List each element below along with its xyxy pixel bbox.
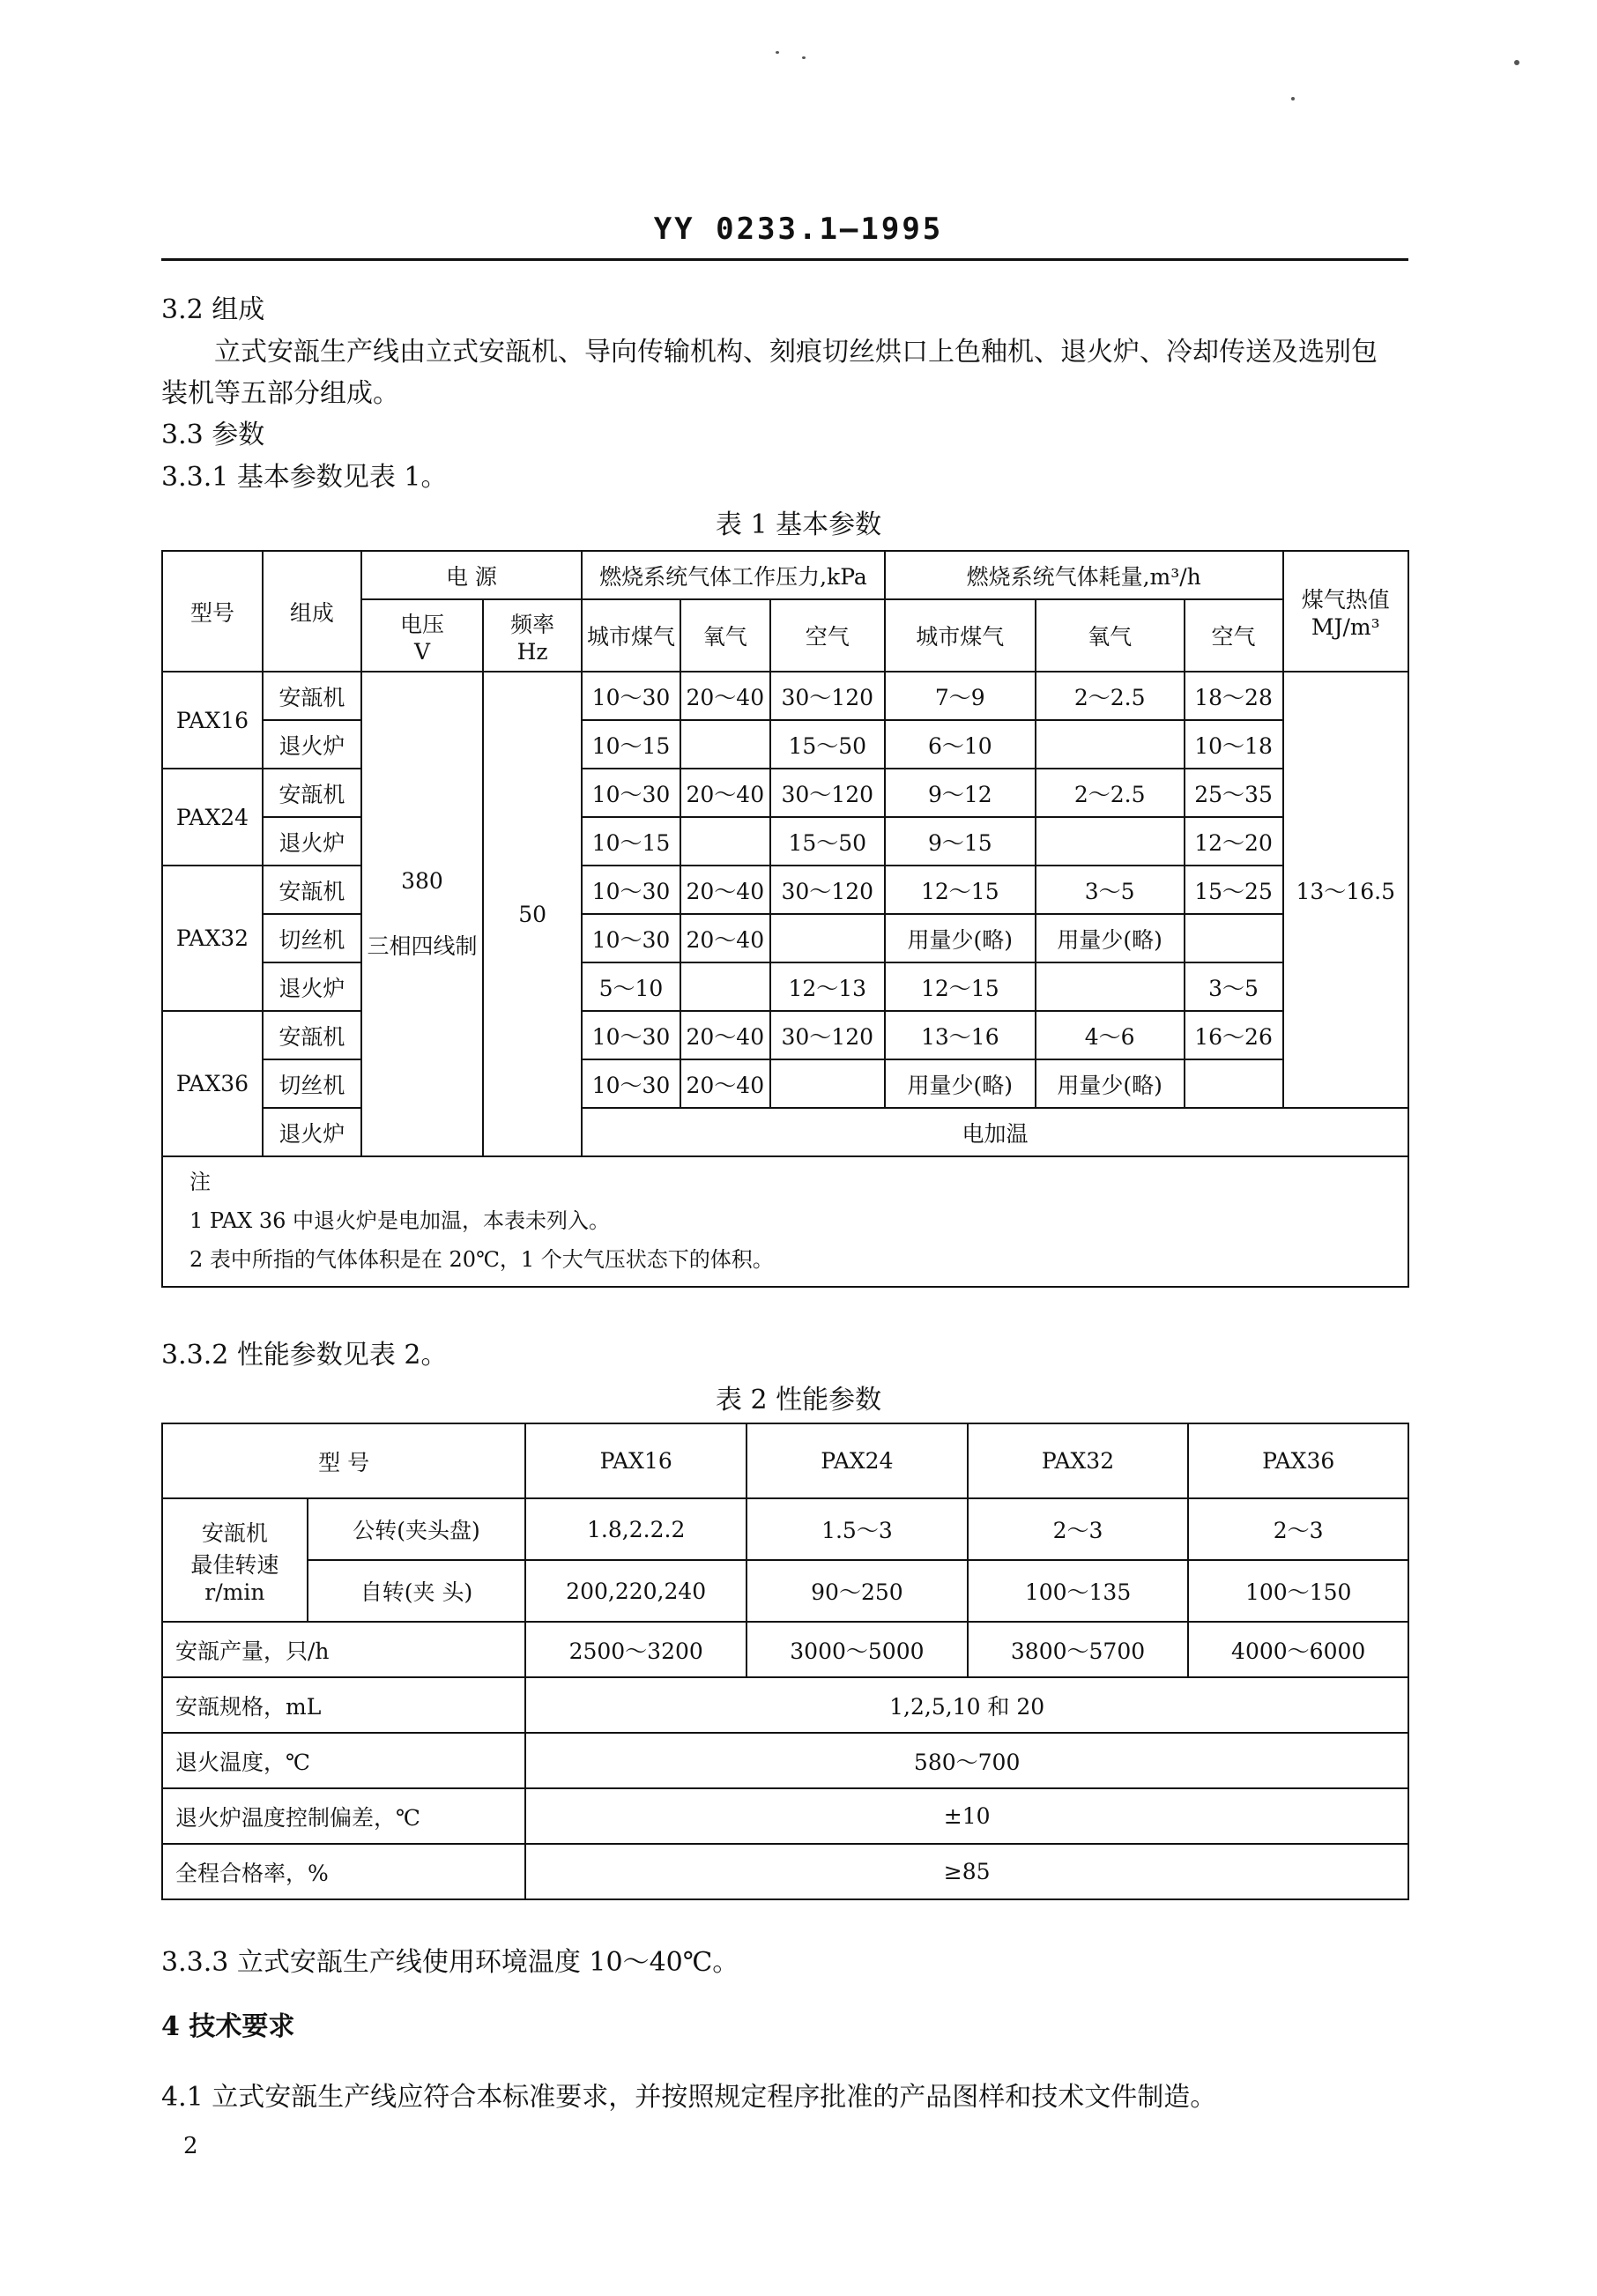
component-cell: 退火炉: [263, 962, 361, 1011]
component-cell: 退火炉: [263, 1108, 361, 1156]
cell: 20～40: [680, 1011, 770, 1059]
cell: 2～2.5: [1036, 769, 1185, 817]
component-cell: 切丝机: [263, 914, 361, 962]
cell: 90～250: [747, 1560, 968, 1622]
th-model-value: PAX16: [525, 1423, 747, 1498]
cell: 12～15: [885, 962, 1036, 1011]
section-4-1: 4.1 立式安瓿生产线应符合本标准要求，并按照规定程序批准的产品图样和技术文件制造。: [161, 2082, 1217, 2113]
cell: 12～15: [885, 866, 1036, 914]
th-model-value: PAX24: [747, 1423, 968, 1498]
cell: 20～40: [680, 1059, 770, 1108]
cell: 15～25: [1185, 866, 1283, 914]
cell: 7～9: [885, 672, 1036, 720]
cell: 20～40: [680, 914, 770, 962]
rotation-label: 自转(夹 头): [308, 1560, 526, 1622]
cell: 20～40: [680, 769, 770, 817]
th-voltage: [361, 599, 483, 672]
section-3-3-title: 3.3 参数: [161, 420, 265, 450]
cell: 4～6: [1036, 1011, 1185, 1059]
th-consumption-oxygen: 氧气: [1036, 599, 1185, 672]
cell: [680, 962, 770, 1011]
speed-label-2: 最佳转速: [190, 1551, 279, 1578]
th-model: 型 号: [162, 1423, 525, 1498]
cell: [680, 817, 770, 866]
standard-code-header: YY 0233.1—1995: [653, 212, 944, 247]
cell: 3800～5700: [968, 1622, 1189, 1677]
anneal-value: 580～700: [525, 1733, 1408, 1788]
th-model: 型号: [162, 551, 263, 672]
header-rule: [161, 258, 1408, 261]
th-component: 组成: [263, 551, 361, 672]
cell: 2～2.5: [1036, 672, 1185, 720]
cell: 用量少(略): [885, 1059, 1036, 1108]
voltage-wiring: 三相四线制: [367, 933, 478, 959]
model-cell: PAX36: [162, 1011, 263, 1156]
cell: 10～30: [582, 672, 680, 720]
th-consumption: 燃烧系统气体耗量,m³/h: [885, 551, 1283, 599]
scan-speck: [802, 56, 806, 59]
speed-label-cell: [162, 1498, 308, 1622]
th-consumption-city-gas: 城市煤气: [885, 599, 1036, 672]
cell: 10～30: [582, 866, 680, 914]
cell: [770, 1059, 885, 1108]
table2-caption: 表 2 性能参数: [715, 1385, 882, 1415]
cell: 18～28: [1185, 672, 1283, 720]
note-2: 2 表中所指的气体体积是在 20℃，1 个大气压状态下的体积。: [189, 1247, 774, 1272]
anneal-label: 退火温度，℃: [162, 1733, 525, 1788]
th-model-value: PAX36: [1188, 1423, 1408, 1498]
th-heat-unit: MJ/m³: [1311, 614, 1380, 640]
cell: 3～5: [1185, 962, 1283, 1011]
frequency-cell: 50: [483, 672, 582, 1156]
basic-parameters-table: [161, 550, 1409, 1288]
table1-caption: 表 1 基本参数: [715, 509, 882, 540]
component-cell: 安瓿机: [263, 1011, 361, 1059]
cell: 2500～3200: [525, 1622, 747, 1677]
cell: 10～30: [582, 769, 680, 817]
component-cell: 安瓿机: [263, 769, 361, 817]
voltage-value: 380: [401, 867, 443, 894]
cell: 2～3: [1188, 1498, 1408, 1560]
component-cell: 切丝机: [263, 1059, 361, 1108]
th-pressure-oxygen: 氧气: [680, 599, 770, 672]
section-3-2-body-line1: 立式安瓿生产线由立式安瓿机、导向传输机构、刻痕切丝烘口上色釉机、退火炉、冷却传送及选别包: [214, 337, 1378, 368]
cell: 2～3: [968, 1498, 1189, 1560]
spec-label: 安瓿规格，mL: [162, 1677, 525, 1733]
th-pressure-air: 空气: [770, 599, 885, 672]
heat-value-cell: 13～16.5: [1283, 672, 1409, 1108]
cell: 10～30: [582, 914, 680, 962]
cell: 20～40: [680, 866, 770, 914]
cell: 10～30: [582, 1059, 680, 1108]
th-pressure: 燃烧系统气体工作压力,kPa: [582, 551, 885, 599]
scan-speck: [1291, 97, 1295, 100]
section-3-3-3: 3.3.3 立式安瓿生产线使用环境温度 10～40℃。: [161, 1947, 739, 1978]
th-pressure-city-gas: 城市煤气: [582, 599, 680, 672]
th-voltage-unit: V: [413, 638, 431, 665]
cell: 10～30: [582, 1011, 680, 1059]
cell: 1.5～3: [747, 1498, 968, 1560]
component-cell: 退火炉: [263, 817, 361, 866]
cell: 3000～5000: [747, 1622, 968, 1677]
th-consumption-air: 空气: [1185, 599, 1283, 672]
page-number: 2: [183, 2133, 198, 2159]
cell: 30～120: [770, 1011, 885, 1059]
cell: 30～120: [770, 866, 885, 914]
temp-deviation-label: 退火炉温度控制偏差，℃: [162, 1788, 525, 1844]
cell: 9～12: [885, 769, 1036, 817]
cell: [1036, 720, 1185, 769]
model-cell: PAX32: [162, 866, 263, 1011]
cell: 5～10: [582, 962, 680, 1011]
th-voltage-label: 电压: [399, 611, 444, 637]
cell: 10～15: [582, 817, 680, 866]
electric-heating-cell: 电加温: [582, 1108, 1408, 1156]
section-3-3-2: 3.3.2 性能参数见表 2。: [161, 1340, 448, 1371]
cell: 25～35: [1185, 769, 1283, 817]
cell: [680, 720, 770, 769]
speed-label-1: 安瓿机: [201, 1520, 268, 1546]
th-power: 电 源: [361, 551, 582, 599]
component-cell: 安瓿机: [263, 672, 361, 720]
th-model-value: PAX32: [968, 1423, 1189, 1498]
cell: 用量少(略): [1036, 1059, 1185, 1108]
cell: 100～150: [1188, 1560, 1408, 1622]
cell: 3～5: [1036, 866, 1185, 914]
cell: [1185, 914, 1283, 962]
pass-rate-value: ≥85: [525, 1844, 1408, 1899]
note-1: 1 PAX 36 中退火炉是电加温，本表未列入。: [189, 1208, 611, 1233]
cell: 9～15: [885, 817, 1036, 866]
section-3-2-title: 3.2 组成: [161, 294, 265, 325]
cell: [1036, 817, 1185, 866]
th-heat-value: [1283, 551, 1409, 672]
th-frequency: [483, 599, 582, 672]
cell: 16～26: [1185, 1011, 1283, 1059]
section-4-title: 4 技术要求: [161, 2011, 295, 2042]
cell: 30～120: [770, 769, 885, 817]
component-cell: 退火炉: [263, 720, 361, 769]
model-cell: PAX16: [162, 672, 263, 769]
cell: 1.8,2.2.2: [525, 1498, 747, 1560]
cell: 15～50: [770, 817, 885, 866]
spec-value: 1,2,5,10 和 20: [525, 1677, 1408, 1733]
cell: 用量少(略): [1036, 914, 1185, 962]
component-cell: 安瓿机: [263, 866, 361, 914]
cell: [1185, 1059, 1283, 1108]
th-frequency-unit: Hz: [516, 638, 548, 665]
speed-label-3: r/min: [204, 1579, 265, 1605]
pass-rate-label: 全程合格率，%: [162, 1844, 525, 1899]
cell: 30～120: [770, 672, 885, 720]
cell: 15～50: [770, 720, 885, 769]
voltage-cell: [361, 672, 483, 1156]
cell: 10～18: [1185, 720, 1283, 769]
cell: 100～135: [968, 1560, 1189, 1622]
cell: 6～10: [885, 720, 1036, 769]
cell: [770, 914, 885, 962]
table1-notes: [162, 1156, 1408, 1287]
revolution-label: 公转(夹头盘): [308, 1498, 526, 1560]
output-label: 安瓿产量，只/h: [162, 1622, 525, 1677]
cell: 4000～6000: [1188, 1622, 1408, 1677]
th-heat-label: 煤气热值: [1301, 587, 1390, 613]
section-3-2-body-line2: 装机等五部分组成。: [161, 378, 399, 409]
cell: 12～20: [1185, 817, 1283, 866]
temp-deviation-value: ±10: [525, 1788, 1408, 1844]
cell: 200,220,240: [525, 1560, 747, 1622]
th-frequency-label: 频率: [510, 611, 555, 637]
scan-speck: [1514, 60, 1519, 65]
cell: 12～13: [770, 962, 885, 1011]
cell: 10～15: [582, 720, 680, 769]
cell: [1036, 962, 1185, 1011]
note-label: 注: [189, 1170, 211, 1194]
cell: 用量少(略): [885, 914, 1036, 962]
cell: 13～16: [885, 1011, 1036, 1059]
performance-parameters-table: [161, 1423, 1409, 1900]
model-cell: PAX24: [162, 769, 263, 866]
cell: 20～40: [680, 672, 770, 720]
scan-speck: [776, 51, 779, 54]
section-3-3-1: 3.3.1 基本参数见表 1。: [161, 462, 448, 493]
